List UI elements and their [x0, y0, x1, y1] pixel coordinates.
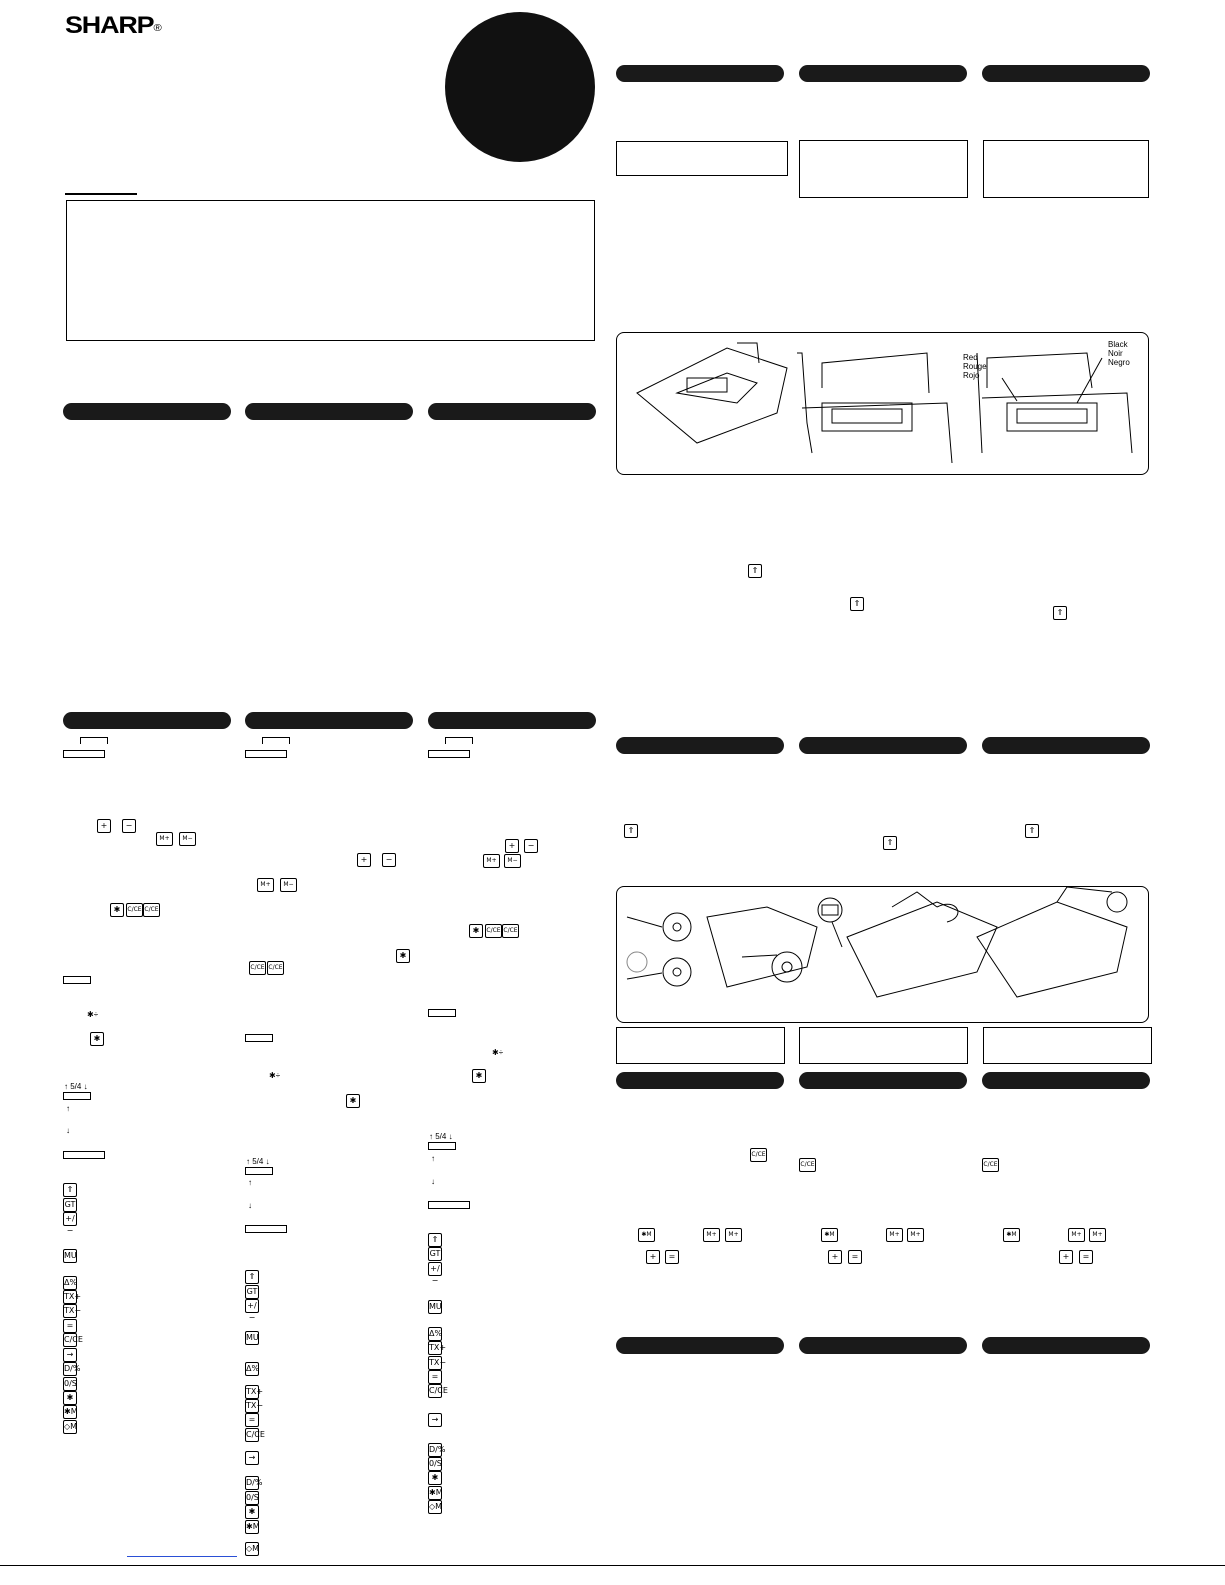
ribbon-illustration: [617, 333, 1147, 473]
note-box-3c: [983, 140, 1149, 198]
diamond-m-key-icon: ◇M: [63, 1420, 77, 1434]
star-key-icon: ✱: [396, 949, 410, 963]
star-m-key-icon: ✱M: [1003, 1228, 1020, 1242]
paper-feed-key-icon: ⇑: [428, 1233, 442, 1247]
star-key-icon: ✱: [469, 924, 483, 938]
tax-plus-key-icon: TX+: [428, 1341, 442, 1355]
delta-percent-key-icon: Δ%: [63, 1276, 77, 1290]
section-header-1a: [63, 403, 231, 420]
note-box-3b: [799, 140, 968, 198]
percent-key-icon: 0/S: [428, 1457, 442, 1471]
tax-minus-key-icon: TX−: [245, 1399, 259, 1413]
section-header-4c: [982, 737, 1150, 754]
label-red: Red Rouge Rojo: [963, 353, 987, 380]
star-div-label: ✱÷: [269, 1071, 281, 1080]
section-header-6b: [799, 1337, 967, 1354]
notice-box: [66, 200, 595, 341]
rounding-label: ↑ 5/4 ↓: [64, 1082, 88, 1091]
footer-link-underline[interactable]: [127, 1556, 237, 1557]
c-ce-key-icon: C/CE: [63, 1333, 77, 1347]
gt-key-icon: GT: [428, 1247, 442, 1261]
display-diagram-small: [63, 976, 91, 984]
m-minus-key-icon: M−: [504, 854, 521, 868]
diamond-m-key-icon: ◇M: [245, 1542, 259, 1556]
rounding-label: ↑ 5/4 ↓: [246, 1157, 270, 1166]
division-key-icon: D/%: [245, 1476, 259, 1490]
display-diagram-small: [428, 1009, 456, 1017]
minus-key-icon: −: [382, 853, 396, 867]
gt-key-icon: GT: [63, 1198, 77, 1212]
switch-diagram-wide: [245, 1225, 287, 1233]
delta-percent-key-icon: Δ%: [245, 1362, 259, 1376]
display-diagram-small: [245, 1034, 273, 1042]
display-ticks: [262, 737, 290, 744]
rounding-label: ↑ 5/4 ↓: [429, 1132, 453, 1141]
section-header-1c: [428, 403, 596, 420]
sign-key-icon: +/−: [428, 1262, 442, 1276]
section-header-5c: [982, 1072, 1150, 1089]
note-box-5a: [616, 1027, 785, 1064]
paper-feed-icon: ⇑: [883, 836, 897, 850]
star-key-icon: ✱: [63, 1391, 77, 1405]
arrow-key-icon: →: [245, 1451, 259, 1465]
arrow-key-icon: →: [428, 1413, 442, 1427]
c-ce-key-icon: C/CE: [502, 924, 519, 938]
tax-plus-key-icon: TX+: [245, 1385, 259, 1399]
plus-key-icon: +: [505, 839, 519, 853]
star-m-key-icon: ✱M: [821, 1228, 838, 1242]
star-key-icon: ✱: [428, 1471, 442, 1485]
star-key-icon: ✱: [245, 1505, 259, 1519]
footer-rule: [0, 1565, 1225, 1566]
c-ce-key-icon: C/CE: [428, 1384, 442, 1398]
star-m-key-icon: ✱M: [428, 1486, 442, 1500]
c-ce-key-icon: C/CE: [245, 1428, 259, 1442]
m-plus-key-icon: M+: [156, 832, 173, 846]
gt-key-icon: GT: [245, 1285, 259, 1299]
percent-key-icon: 0/S: [245, 1491, 259, 1505]
switch-diagram: [428, 1142, 456, 1150]
section-header-4a: [616, 737, 784, 754]
mu-key-icon: MU: [428, 1300, 442, 1314]
caution-underline: [65, 193, 137, 195]
display-ticks: [445, 737, 473, 744]
section-header-5a: [616, 1072, 784, 1089]
equals-key-icon: =: [245, 1413, 259, 1427]
star-m-key-icon: ✱M: [63, 1405, 77, 1419]
section-header-4b: [799, 737, 967, 754]
m-plus-key-icon: M+: [725, 1228, 742, 1242]
paper-feed-icon: ⇑: [624, 824, 638, 838]
display-diagram: [428, 750, 470, 758]
division-key-icon: D/%: [428, 1443, 442, 1457]
section-header-2a: [63, 712, 231, 729]
section-header-5b: [799, 1072, 967, 1089]
down-arrow-label: ↓: [431, 1177, 435, 1186]
c-ce-key-icon: C/CE: [143, 903, 160, 917]
section-header-6c: [982, 1337, 1150, 1354]
sign-key-icon: +/−: [63, 1212, 77, 1226]
tax-plus-key-icon: TX+: [63, 1290, 77, 1304]
display-diagram: [245, 750, 287, 758]
equals-key-icon: =: [665, 1250, 679, 1264]
diamond-m-key-icon: ◇M: [428, 1500, 442, 1514]
delta-percent-key-icon: Δ%: [428, 1327, 442, 1341]
note-box-5b: [799, 1027, 968, 1064]
display-ticks: [80, 737, 108, 744]
paper-feed-key-icon: ⇑: [245, 1270, 259, 1284]
switch-diagram: [63, 1092, 91, 1100]
c-ce-key-icon: C/CE: [126, 903, 143, 917]
m-plus-key-icon: M+: [886, 1228, 903, 1242]
black-circle-badge: [445, 12, 595, 162]
mu-key-icon: MU: [245, 1331, 259, 1345]
star-m-key-icon: ✱M: [245, 1520, 259, 1534]
up-arrow-label: ↑: [66, 1104, 70, 1113]
star-key-icon: ✱: [110, 903, 124, 917]
switch-diagram: [245, 1167, 273, 1175]
paper-feed-icon: ⇑: [850, 597, 864, 611]
c-ce-key-icon: C/CE: [485, 924, 502, 938]
minus-key-icon: −: [122, 819, 136, 833]
star-key-icon: ✱: [90, 1032, 104, 1046]
m-minus-key-icon: M−: [179, 832, 196, 846]
section-header-2b: [245, 712, 413, 729]
paper-feed-key-icon: ⇑: [63, 1183, 77, 1197]
sign-key-icon: +/−: [245, 1299, 259, 1313]
paper-feed-icon: ⇑: [1025, 824, 1039, 838]
plus-key-icon: +: [357, 853, 371, 867]
section-header-3c: [982, 65, 1150, 82]
switch-diagram-wide: [428, 1201, 470, 1209]
c-ce-key-icon: C/CE: [799, 1158, 816, 1172]
m-plus-key-icon: M+: [257, 878, 274, 892]
up-arrow-label: ↑: [248, 1178, 252, 1187]
star-div-label: ✱÷: [87, 1010, 99, 1019]
note-box-3a: [616, 141, 788, 176]
switch-diagram-wide: [63, 1151, 105, 1159]
c-ce-key-icon: C/CE: [267, 961, 284, 975]
star-div-label: ✱÷: [492, 1048, 504, 1057]
m-plus-key-icon: M+: [1068, 1228, 1085, 1242]
tax-minus-key-icon: TX−: [428, 1356, 442, 1370]
equals-key-icon: =: [1079, 1250, 1093, 1264]
plus-key-icon: +: [97, 819, 111, 833]
sharp-logo: SHARP®: [65, 12, 161, 39]
display-diagram: [63, 750, 105, 758]
plus-key-icon: +: [1059, 1250, 1073, 1264]
label-black: Black Noir Negro: [1108, 340, 1130, 367]
section-header-3b: [799, 65, 967, 82]
division-key-icon: D/%: [63, 1362, 77, 1376]
down-arrow-label: ↓: [248, 1201, 252, 1210]
m-plus-key-icon: M+: [907, 1228, 924, 1242]
equals-key-icon: =: [848, 1250, 862, 1264]
m-plus-key-icon: M+: [1089, 1228, 1106, 1242]
arrow-key-icon: →: [63, 1348, 77, 1362]
note-box-5c: [983, 1027, 1152, 1064]
minus-key-icon: −: [524, 839, 538, 853]
section-header-6a: [616, 1337, 784, 1354]
up-arrow-label: ↑: [431, 1154, 435, 1163]
section-header-2c: [428, 712, 596, 729]
m-minus-key-icon: M−: [280, 878, 297, 892]
paper-roll-illustration: [617, 887, 1147, 1021]
m-plus-key-icon: M+: [483, 854, 500, 868]
percent-key-icon: 0/S: [63, 1377, 77, 1391]
c-ce-key-icon: C/CE: [982, 1158, 999, 1172]
equals-key-icon: =: [63, 1319, 77, 1333]
down-arrow-label: ↓: [66, 1126, 70, 1135]
equals-key-icon: =: [428, 1370, 442, 1384]
star-key-icon: ✱: [346, 1094, 360, 1108]
section-header-1b: [245, 403, 413, 420]
c-ce-key-icon: C/CE: [249, 961, 266, 975]
star-key-icon: ✱: [472, 1069, 486, 1083]
paper-feed-icon: ⇑: [748, 564, 762, 578]
plus-key-icon: +: [646, 1250, 660, 1264]
c-ce-key-icon: C/CE: [750, 1148, 767, 1162]
m-plus-key-icon: M+: [703, 1228, 720, 1242]
star-m-key-icon: ✱M: [638, 1228, 655, 1242]
tax-minus-key-icon: TX−: [63, 1304, 77, 1318]
plus-key-icon: +: [828, 1250, 842, 1264]
paper-feed-icon: ⇑: [1053, 606, 1067, 620]
mu-key-icon: MU: [63, 1249, 77, 1263]
section-header-3a: [616, 65, 784, 82]
